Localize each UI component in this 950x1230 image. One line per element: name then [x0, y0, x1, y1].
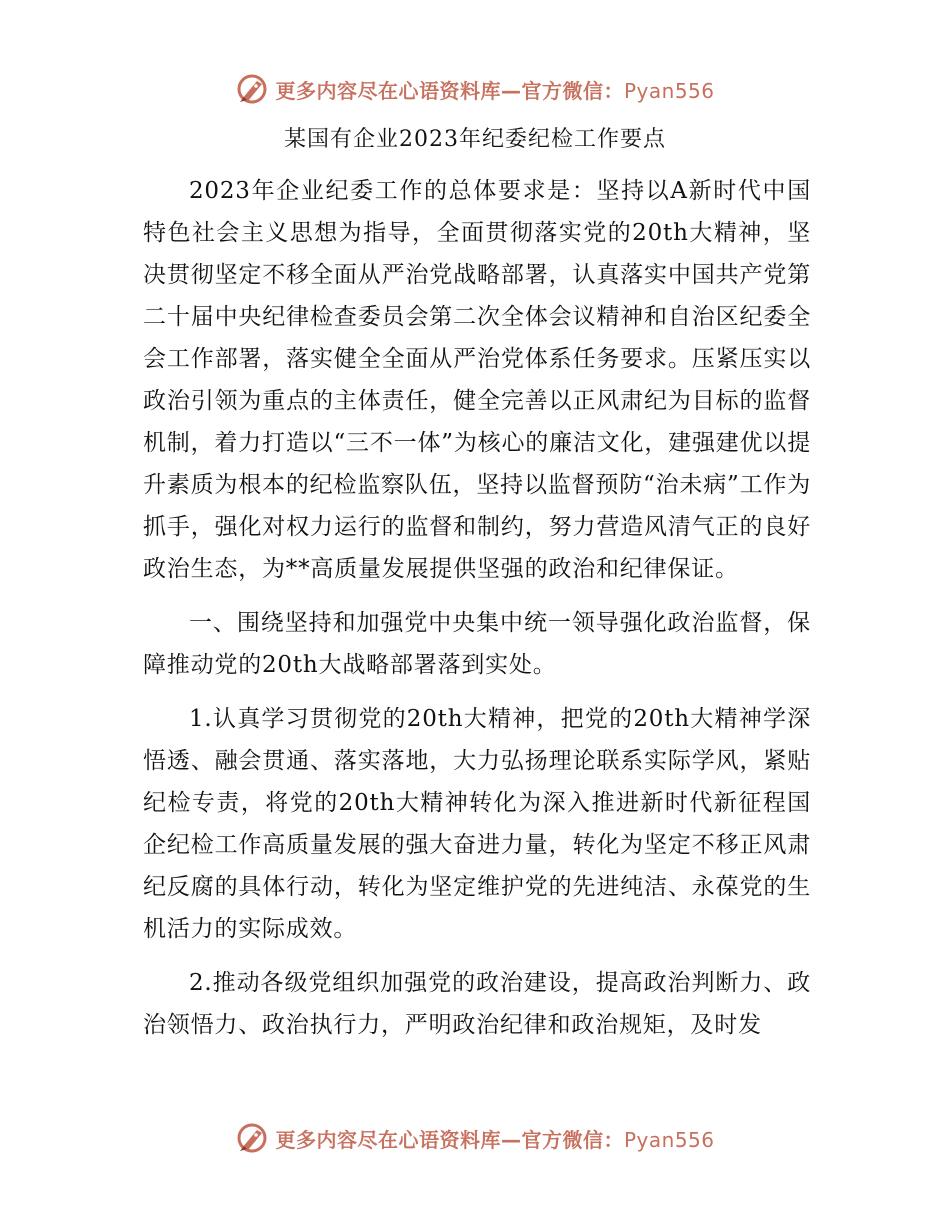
footer-watermark-banner [0, 1121, 950, 1155]
footer-banner-text: 更多内容尽在心语资料库—官方微信：Pyan556 [275, 1127, 715, 1152]
paragraph-item-two: 2.推动各级党组织加强党的政治建设，提高政治判断力、政治领悟力、政治执行力，严明政治纪律和政治规矩，及时发 [143, 970, 811, 1038]
document-body [143, 170, 811, 1046]
paragraph-item-one: 1.认真学习贯彻党的20th大精神，把党的20th大精神学深悟透、融会贯通、落实落地，大力弘扬理论联系实际学风，紧贴纪检专责，将党的20th大精神转化为深入推进新时代新征程国企纪检工作高质量发展的强大奋进力量，转化为坚定不移正风肃纪反腐的具体行动，转化为坚定维护党的先进纯洁、永葆党的生机活力的实际成效。 [143, 706, 811, 942]
paragraph-section-one-heading: 一、围绕坚持和加强党中央集中统一领导强化政治监督，保障推动党的20th大战略部署落到实处。 [143, 610, 811, 678]
header-watermark-banner [0, 72, 950, 106]
pen-nib-logo-icon [235, 1121, 269, 1155]
pen-nib-logo-icon [235, 72, 269, 106]
document-title: 某国有企业2023年纪委纪检工作要点 [284, 127, 666, 152]
paragraph-overall-requirements: 2023年企业纪委工作的总体要求是：坚持以A新时代中国特色社会主义思想为指导，全面贯彻落实党的20th大精神，坚决贯彻坚定不移全面从严治党战略部署，认真落实中国共产党第二十届中央纪律检查委员会第二次全体会议精神和自治区纪委全会工作部署，落实健全全面从严治党体系任务要求。压紧压实以政治引领为重点的主体责任，健全完善以正风肃纪为目标的监督机制，着力打造以“三不一体”为核心的廉洁文化，建强建优以提升素质为根本的纪检监察队伍，坚持以监督预防“治未病”工作为抓手，强化对权力运行的监督和制约，努力营造风清气正的良好政治生态，为**高质量发展提供坚强的政治和纪律保证。 [143, 178, 811, 582]
header-banner-text: 更多内容尽在心语资料库—官方微信：Pyan556 [275, 78, 715, 103]
